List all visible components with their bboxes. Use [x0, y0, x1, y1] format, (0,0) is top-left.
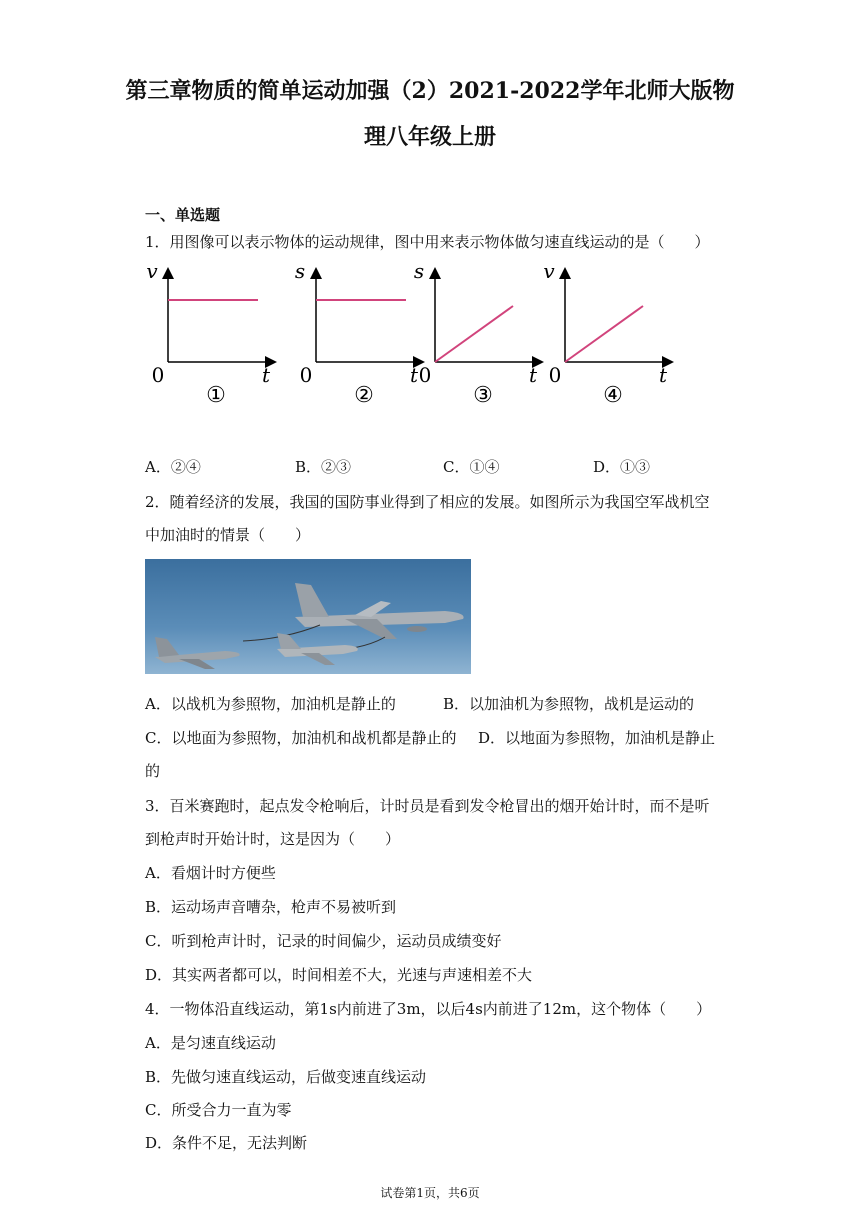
x-axis-label: t: [261, 363, 271, 387]
origin-label: 0: [548, 363, 562, 387]
graph-2: [294, 259, 425, 408]
q3-option-d: D．其实两者都可以，时间相差不大，光速与声速相差不大: [145, 966, 533, 984]
origin-label: 0: [418, 363, 432, 387]
q2-text-line-2: 中加油时的情景（ ）: [145, 526, 311, 544]
q1-option-b: B．②③: [295, 458, 352, 476]
q3-option-b: B．运动场声音嘈杂，枪声不易被听到: [145, 898, 397, 916]
graph-4: [543, 259, 671, 408]
x-axis-label: t: [409, 363, 419, 387]
y-axis-label: s: [413, 259, 425, 283]
graph-number-label: ②: [354, 383, 374, 408]
origin-label: 0: [151, 363, 165, 387]
x-axis-label: t: [528, 363, 538, 387]
q3-text-line-1: 3．百米赛跑时，起点发令枪响后，计时员是看到发令枪冒出的烟开始计时，而不是听: [145, 797, 710, 815]
graph-number-label: ④: [603, 383, 623, 408]
y-axis-label: s: [294, 259, 306, 283]
graph-3: [414, 259, 541, 408]
graph-line: [565, 306, 643, 362]
q4-option-d: D．条件不足，无法判断: [145, 1134, 308, 1152]
section-heading: 一、单选题: [145, 206, 221, 224]
graph-number-label: ①: [206, 383, 226, 408]
title-line-2: 理八年级上册: [363, 124, 496, 150]
q4-option-c: C．所受合力一直为零: [145, 1101, 292, 1119]
q2-option-b: B．以加油机为参照物，战机是运动的: [443, 695, 695, 713]
graph-number-label: ③: [473, 383, 493, 408]
q2-text-line-1: 2．随着经济的发展，我国的国防事业得到了相应的发展。如图所示为我国空军战机空: [145, 493, 710, 511]
origin-label: 0: [299, 363, 313, 387]
q2-option-d-wrap: 的: [145, 762, 161, 780]
refueling-photo: [145, 559, 471, 674]
title-line-1: 第三章物质的简单运动加强（2）2021-2022学年北师大版物: [125, 78, 735, 104]
q2-option-d: D．以地面为参照物，加油机是静止: [478, 729, 716, 747]
graph-1: [146, 259, 274, 408]
q4-option-a: A．是匀速直线运动: [145, 1034, 276, 1052]
q3-option-c: C．听到枪声计时，记录的时间偏少，运动员成绩变好: [145, 932, 502, 950]
page-footer: 试卷第1页，共6页: [380, 1186, 480, 1200]
q3-text-line-2: 到枪声时开始计时，这是因为（ ）: [145, 830, 401, 848]
q1-option-d: D．①③: [593, 458, 651, 476]
q2-option-a: A．以战机为参照物，加油机是静止的: [145, 695, 396, 713]
x-axis-label: t: [658, 363, 668, 387]
q1-option-a: A．②④: [145, 458, 201, 476]
q1-text: 1．用图像可以表示物体的运动规律，图中用来表示物体做匀速直线运动的是（ ）: [145, 233, 710, 251]
q1-graphs: [140, 258, 680, 418]
q4-option-b: B．先做匀速直线运动，后做变速直线运动: [145, 1068, 427, 1086]
graph-line: [435, 306, 513, 362]
y-axis-label: v: [146, 259, 158, 283]
y-axis-label: v: [543, 259, 555, 283]
q1-option-c: C．①④: [443, 458, 500, 476]
q3-option-a: A．看烟计时方便些: [145, 864, 276, 882]
q2-option-c: C．以地面为参照物，加油机和战机都是静止的: [145, 729, 457, 747]
q4-text: 4．一物体沿直线运动，第1s内前进了3m，以后4s内前进了12m，这个物体（ ）: [145, 1000, 712, 1018]
